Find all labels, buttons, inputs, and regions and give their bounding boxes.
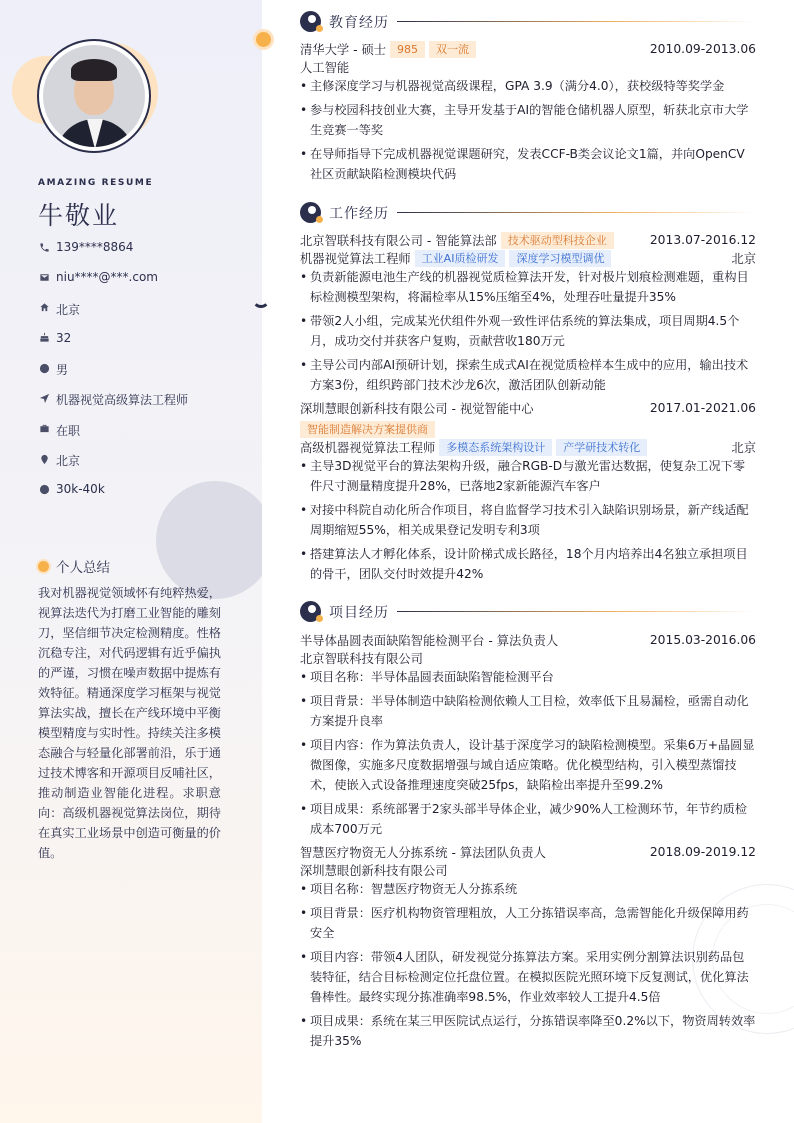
job-position-row	[300, 249, 756, 267]
list-item: • 在导师指导下完成机器视觉课题研究，发表CCF-B类会议论文1篇，并向OpenCV社区贡献缺陷检测模块代码	[300, 144, 756, 184]
brand-label: AMAZING RESUME	[38, 178, 154, 188]
education-date: 2010.09-2013.06	[649, 42, 756, 56]
company-name: 深圳慧眼创新科技有限公司 - 视觉智能中心	[300, 402, 534, 416]
project-date: 2018.09-2019.12	[649, 845, 756, 859]
section-header-education	[300, 11, 756, 32]
project-company: 北京智联科技有限公司	[300, 652, 423, 666]
school-tag: 985	[390, 41, 425, 58]
divider	[397, 611, 756, 612]
location-pin-icon	[38, 453, 50, 465]
list-item: • 项目名称：智慧医疗物资无人分拣系统	[300, 879, 756, 899]
list-item: • 参与校园科技创业大赛，主导开发基于AI的智能仓储机器人原型，斩获北京市大学生竞赛一等奖	[300, 100, 756, 140]
section-header-projects	[300, 601, 756, 622]
project-header	[300, 843, 756, 861]
divider	[397, 21, 756, 22]
avatar	[43, 45, 145, 147]
info-age	[38, 331, 188, 361]
project-name: 半导体晶圆表面缺陷智能检测平台 - 算法负责人	[300, 634, 559, 648]
info-text: 30k-40k	[56, 482, 105, 497]
section-title: 工作经历	[329, 205, 389, 222]
project-company-row	[300, 649, 756, 667]
job-bullets	[300, 267, 756, 399]
info-position	[38, 391, 188, 421]
info-text: 32	[56, 330, 72, 345]
candidate-name: 牛敬业	[38, 201, 120, 230]
job-header	[300, 231, 756, 249]
info-city	[38, 452, 188, 482]
info-text: 机器视觉高级算法工程师	[56, 393, 189, 408]
gender-icon	[38, 362, 50, 374]
skill-tag: 产学研技术转化	[556, 439, 647, 456]
info-phone	[38, 240, 188, 270]
education-major-row	[300, 58, 756, 76]
job-header	[300, 399, 756, 417]
list-item: • 搭建算法人才孵化体系，设计阶梯式成长路径，18个月内培养出4名独立承担项目的骨干，团队交付时效提升42%	[300, 544, 756, 584]
company-name: 北京智联科技有限公司 - 智能算法部	[300, 234, 497, 248]
skill-tag: 多模态系统架构设计	[439, 439, 552, 456]
job-date: 2017.01-2021.06	[649, 401, 756, 415]
send-icon	[38, 392, 50, 404]
summary-title: 个人总结	[56, 560, 110, 576]
section-icon	[300, 11, 321, 32]
list-item: • 项目背景：医疗机构物资管理粗放，人工分拣错误率高，急需智能化升级保障用药安全	[300, 903, 756, 943]
info-home	[38, 301, 188, 331]
education-bullets	[300, 76, 756, 188]
list-item: • 主导公司内部AI预研计划，探索生成式AI在视觉质检样本生成中的应用，输出技术方案3份，组织跨部门技术沙龙6次，激活团队创新动能	[300, 355, 756, 395]
section-icon	[300, 601, 321, 622]
company-tag-row	[300, 420, 756, 438]
info-text: 在职	[56, 423, 81, 438]
section-icon	[300, 202, 321, 223]
job-bullets	[300, 456, 756, 588]
info-text: 北京	[56, 302, 81, 317]
list-item: • 项目内容：作为算法负责人，设计基于深度学习的缺陷检测模型。采集6万+晶圆显微图像，实施多尺度数据增强与域自适应策略。优化模型结构，引入模型蒸馏技术，使嵌入式设备推理速度突破25fps，缺陷检出率提升至99.2%	[300, 735, 756, 795]
summary-text: 我对机器视觉领域怀有纯粹热爱，视算法迭代为打磨工业智能的雕刻刀，坚信细节决定检测精度。性格沉稳专注，对代码逻辑有近乎偏执的严谨，习惯在噪声数据中提炼有效特征。精通深度学习框架与视觉算法实战，擅长在产线环境中平衡模型精度与实时性。持续关注多模态融合与轻量化部署前沿，乐于通过技术博客和开源项目反哺社区，推动制造业智能化进程。求职意向：高级机器视觉算法岗位，期待在真实工业场景中创造可衡量的价值。	[38, 586, 221, 860]
info-gender	[38, 361, 188, 391]
divider	[397, 212, 756, 213]
sidebar	[0, 0, 262, 1123]
mail-icon	[38, 271, 50, 283]
phone-icon	[38, 241, 50, 253]
list-item: • 对接中科院自动化所合作项目，将自监督学习技术引入缺陷识别场景，新产线适配周期缩短55%，相关成果登记发明专利3项	[300, 500, 756, 540]
section-header-work	[300, 202, 756, 223]
education-header	[300, 40, 756, 58]
project-bullets	[300, 667, 756, 843]
cake-icon	[38, 332, 50, 344]
list-item: • 主修深度学习与机器视觉高级课程，GPA 3.9（满分4.0），获校级特等奖学金	[300, 76, 756, 96]
job-city: 北京	[731, 441, 756, 455]
job-city: 北京	[731, 252, 756, 266]
project-company-row	[300, 861, 756, 879]
project-company: 深圳慧眼创新科技有限公司	[300, 864, 448, 878]
info-salary	[38, 482, 188, 512]
list-item: • 负责新能源电池生产线的机器视觉质检算法开发，针对极片划痕检测难题，重构目标检测模型架构，将漏检率从15%压缩至4%，处理吞吐量提升35%	[300, 267, 756, 307]
salary-icon	[38, 483, 50, 495]
list-item: • 项目名称：半导体晶圆表面缺陷智能检测平台	[300, 667, 756, 687]
info-text: 139****8864	[56, 240, 134, 254]
bullet-dot-icon	[38, 561, 49, 572]
job-date: 2013.07-2016.12	[649, 233, 756, 247]
decorative-arc	[252, 290, 270, 308]
section-title: 项目经历	[329, 604, 389, 621]
project-bullets	[300, 879, 756, 1055]
major: 人工智能	[300, 61, 350, 75]
list-item: • 项目背景：半导体制造中缺陷检测依赖人工目检，效率低下且易漏检，亟需自动化方案提升良率	[300, 691, 756, 731]
school-name: 清华大学 - 硕士	[300, 43, 387, 57]
contact-info-list	[38, 240, 188, 513]
avatar-frame	[37, 39, 151, 153]
list-item: • 项目成果：系统在某三甲医院试点运行，分拣错误率降至0.2%以下，物资周转效率提升35%	[300, 1011, 756, 1051]
job-position: 高级机器视觉算法工程师	[300, 441, 436, 455]
project-name: 智慧医疗物资无人分拣系统 - 算法团队负责人	[300, 846, 546, 860]
school-tag: 双一流	[429, 41, 476, 58]
briefcase-icon	[38, 423, 50, 435]
info-text: niu****@***.com	[56, 270, 158, 285]
job-position: 机器视觉算法工程师	[300, 252, 411, 266]
list-item: • 主导3D视觉平台的算法架构升级，融合RGB-D与激光雷达数据，使复杂工况下零件尺寸测量精度提升28%，已落地2家新能源汽车客户	[300, 456, 756, 496]
job-position-row	[300, 438, 756, 456]
list-item: • 带领2人小组，完成某光伏组件外观一致性评估系统的算法集成，项目周期4.5个月，成功交付并获客户复购，贡献营收180万元	[300, 311, 756, 351]
section-title: 教育经历	[329, 14, 389, 31]
info-text: 男	[56, 363, 69, 378]
skill-tag: 工业AI质检研发	[415, 250, 506, 267]
project-date: 2015.03-2016.06	[649, 633, 756, 647]
home-icon	[38, 302, 50, 314]
summary-heading	[38, 556, 110, 576]
company-tag: 智能制造解决方案提供商	[300, 421, 435, 438]
project-header	[300, 631, 756, 649]
list-item: • 项目成果：系统部署于2家头部半导体企业，减少90%人工检测环节，年节约质检成本700万元	[300, 799, 756, 839]
decorative-dot	[256, 32, 271, 47]
skill-tag: 深度学习模型调优	[509, 250, 611, 267]
list-item: • 项目内容：带领4人团队，研发视觉分拣算法方案。采用实例分割算法识别药品包装特征，结合目标检测定位托盘位置。在模拟医院光照环境下反复测试，优化算法鲁棒性。最终实现分拣准确率98.5%，作业效率较人工提升4.5倍	[300, 947, 756, 1007]
info-status	[38, 422, 188, 452]
info-email	[38, 270, 188, 300]
company-tag: 技术驱动型科技企业	[501, 232, 614, 249]
info-text: 北京	[56, 454, 81, 469]
